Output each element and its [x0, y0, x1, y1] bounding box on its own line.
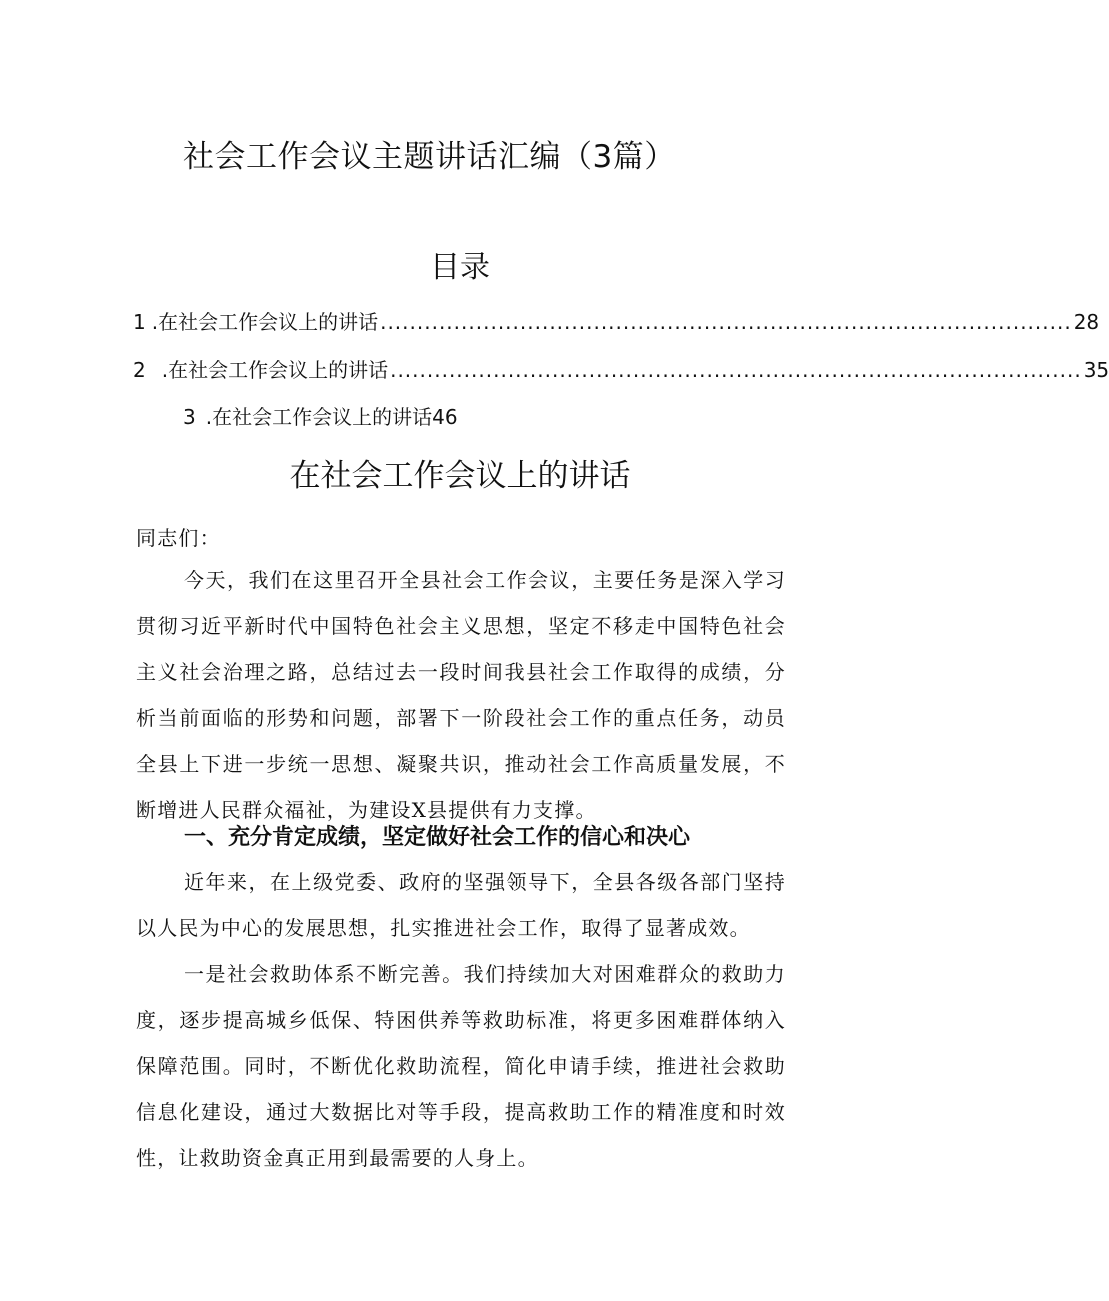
- salutation: 同志们：: [136, 526, 221, 550]
- toc-entry-label: .在社会工作会议上的讲话: [205, 405, 433, 429]
- toc-leader-dots: ..............................................................................................: [390, 358, 1082, 382]
- document-title: 社会工作会议主题讲话汇编（3篇）: [183, 139, 676, 175]
- paragraph-social-assistance: 一是社会救助体系不断完善。我们持续加大对困难群众的救助力度，逐步提高城乡低保、特困供养等救助标准，将更多困难群体纳入保障范围。同时，不断优化救助流程，简化申请手续，推进社会救助信息化建设，通过大数据比对等手段，提高救助工作的精准度和时效性，让救助资金真正用到最需要的人身上。: [136, 962, 786, 1170]
- toc-entry-3[interactable]: [183, 401, 458, 433]
- section-heading: 一、充分肯定成绩，坚定做好社会工作的信心和决心: [184, 825, 691, 850]
- toc-entry-label: .在社会工作会议上的讲话: [161, 358, 389, 382]
- paragraph-intro: 今天，我们在这里召开全县社会工作会议，主要任务是深入学习贯彻习近平新时代中国特色社会主义思想，坚定不移走中国特色社会主义社会治理之路，总结过去一段时间我县社会工作取得的成绩，分析当前面临的形势和问题，部署下一阶段社会工作的重点任务，动员全县上下进一步统一思想、凝聚共识，推动社会工作高质量发展，不断增进人民群众福祉，为建设X县提供有力支撑。: [136, 568, 786, 822]
- toc-leader-dots: ..............................................................................................: [380, 310, 1072, 334]
- speech-title: 在社会工作会议上的讲话: [289, 458, 631, 494]
- toc-entry-1[interactable]: [133, 306, 1100, 338]
- paragraph-achievements: 近年来，在上级党委、政府的坚强领导下，全县各级各部门坚持以人民为中心的发展思想，扎实推进社会工作，取得了显著成效。: [136, 870, 786, 940]
- toc-entry-number: 1: [133, 310, 146, 334]
- toc-entry-number: 3: [183, 405, 196, 429]
- toc-entry-2[interactable]: [133, 354, 1109, 386]
- toc-entry-number: 2: [133, 358, 146, 382]
- toc-entry-page: 35: [1083, 358, 1109, 382]
- toc-entry-page: 46: [432, 405, 458, 429]
- toc-entry-page: 28: [1073, 310, 1100, 334]
- toc-entry-label: .在社会工作会议上的讲话: [151, 310, 379, 334]
- toc-heading: 目录: [430, 250, 490, 285]
